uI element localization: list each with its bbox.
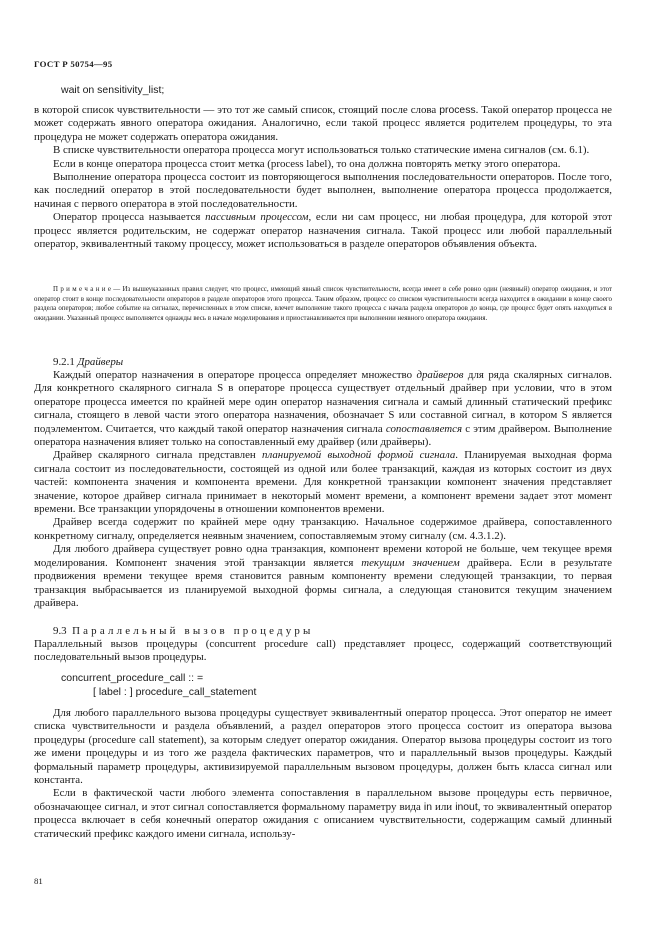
paragraph-sensitivity-list: в которой список чувствительности — это тот же самый список, стоящий после слова process. Такой оператор процесса не может содержать явного оператора ожидания. Аналогично, если такой процесс является родителем процедуры, то эта процедура не может содержать оператора ожидания. <box>34 104 612 143</box>
code-grammar-rule: concurrent_procedure_call :: = <box>61 672 204 684</box>
paragraph-concurrent-call: Параллельный вызов процедуры (concurrent procedure call) представляет процесс, содержащий соответствующий последовательный вызов процедуры. <box>34 638 612 664</box>
paragraph-equivalent-process: Для любого параллельного вызова процедуры существует эквивалентный оператор процесса. Этот оператор не имеет списка чувствительности и раздела объявлений, а раздел операторов этого процесса состоит из оператора вызова процедуры (procedure call statement), за которым следует оператор ожидания. Оператор вызова процедуры состоит из того же имени процедуры и из того же раздела фактических параметров, что и параллельный вызов процедуры. Каждый формальный параметр процедуры, активизируемой параллельным вызовом процедуры, должен быть класса сигнал или константа. <box>34 707 612 787</box>
note-paragraph: П р и м е ч а н и е — Из вышеуказанных правил следует, что процесс, имеющий явный список чувствительности, всегда имеет в себе ровно один (неявный) оператор ожидания, и этот оператор стоит в конце последовательности операторов в разделе операторов этого процесса. Таким образом, процесс со списком чувствительности всегда находится в ожидании в конце своего раздела операторов; любое событие на сигналах, перечисленных в этом списке, влечет выполнение такого процесса с начала раздела операторов до конца, где процесс будет опять находиться в ожидании. Указанный процесс выполняется однажды весь в начале моделирования и приостанавливается при выполнении неявного оператора ожидания. <box>34 286 612 323</box>
paragraph-actual-part: Если в фактической части любого элемента сопоставления в параллельном вызове процедуры есть первичное, обозначающее сигнал, и этот сигнал сопоставляется формальному параметру вида in или inout, то эквивалентный оператор процесса включает в себя конечный оператор ожидания с описанием чувствительности, содержащим самый длинный статический префикс каждого имени сигнала, использу- <box>34 787 612 840</box>
body-block-2 <box>34 369 612 610</box>
paragraph-process-label: Если в конце оператора процесса стоит метка (process label), то она должна повторять метку этого оператора. <box>53 157 561 170</box>
paragraph-passive-process: Оператор процесса называется пассивным процессом, если ни сам процесс, ни любая процедура, для которой этот процесс является родительским, не содержат оператор назначения сигнала. Такой процесс или любой параллельный оператор, эквивалентный такому процессу, может использоваться в разделе операторов объявления объекта. <box>34 211 612 251</box>
body-block-3 <box>34 638 612 665</box>
note-label: П р и м е ч а н и е <box>53 286 111 293</box>
code-wait-statement: wait on sensitivity_list; <box>61 84 165 96</box>
paragraph-static-names: В списке чувствительности оператора процесса могут использоваться только статические имена сигналов (см. 6.1). <box>53 144 590 157</box>
code-grammar-body: [ label : ] procedure_call_statement <box>93 686 257 698</box>
paragraph-current-value: Для любого драйвера существует ровно одна транзакция, компонент времени которой не больше, чем текущее время моделирования. Компонент значения этой транзакции является текущим значением драйвера. Если в результате продвижения времени текущее время становится равным компоненту времени следующей транзакции, то первая транзакция выбрасывается из планируемой выходной формы сигнала, а следующая становится текущим значением драйвера. <box>34 543 612 609</box>
paragraph-process-execution: Выполнение оператора процесса состоит из повторяющегося выполнения последовательности операторов. После того, как последний оператор в этой последовательности будет выполнен, выполнение оператора процесса продолжается, начиная с первого оператора в этой последовательности. <box>34 171 612 210</box>
paragraph-driver-transaction: Драйвер всегда содержит по крайней мере одну транзакцию. Начальное содержимое драйвера, сопоставленного конкретному сигналу, определяется неявным значением, сопоставляемым этому сигналу (см. 4.3.1.2). <box>34 516 612 542</box>
note-block <box>34 285 612 324</box>
body-block-4 <box>34 707 612 841</box>
section-9-3-heading: 9.3 Параллельный вызов процедуры <box>53 625 314 637</box>
paragraph-waveform: Драйвер скалярного сигнала представлен планируемой выходной формой сигнала. Планируемая выходная форма сигнала состоит из последовательности, состоящей из одной или более транзакций, каждая из которых состоит из двух частей: компонента значения и компонента времени. Для конкретной транзакции компонент значения представляет значение, которое драйвер сигнала принимает в некоторый момент времени, а компонент времени задает этот момент времени. Все транзакции упорядочены в отношении компонентов времени. <box>34 449 612 516</box>
document-header: ГОСТ Р 50754—95 <box>34 59 113 69</box>
document-page <box>34 0 614 935</box>
section-9-2-1-heading: 9.2.1 Драйверы <box>53 356 124 368</box>
page-number: 81 <box>34 876 43 886</box>
body-block-1 <box>34 104 612 251</box>
paragraph-drivers: Каждый оператор назначения в операторе процесса определяет множество драйверов для ряда скалярных сигналов. Для конкретного скалярного сигнала S в операторе процесса существует отдельный драйвер при условии, что в этом операторе процесса имеется по крайней мере один оператор назначения сигнала и самый длинный статический префикс сигнала, стоящего в левой части этого оператора назначения, обозначает S или составной сигнал, в котором S является подэлементом. Считается, что каждый такой оператор назначения сигнала сопоставляется с этим драйвером. Выполнение оператора назначения влияет только на сопоставленный ему драйвер (или драйверы). <box>34 369 612 449</box>
